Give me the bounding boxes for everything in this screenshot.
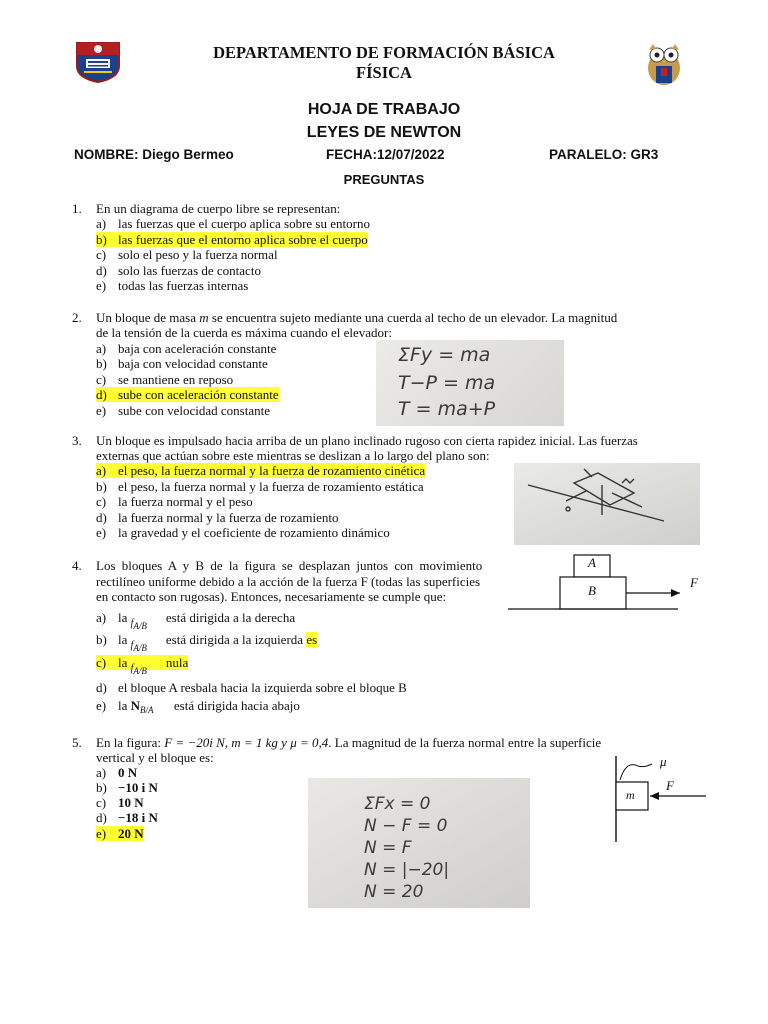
question-text-line2: de la tensión de la cuerda es máxima cuando el elevador: <box>96 325 392 340</box>
subject-title: FÍSICA <box>356 63 412 82</box>
force-label: F <box>666 778 674 793</box>
question-number: 1. <box>72 201 82 216</box>
handwriting-line: T−P = ma <box>398 372 496 394</box>
worksheet-title: HOJA DE TRABAJO <box>307 101 461 118</box>
option-c: c) la fuerza normal y el peso <box>96 494 253 509</box>
option-a: a) la fA/B está dirigida a la derecha <box>96 610 296 631</box>
handwriting-line: N = |−20| <box>364 860 450 880</box>
handwriting-line: ΣFy = ma <box>398 344 491 366</box>
option-b: b) −10 i N <box>96 780 158 795</box>
handwriting-line: ΣFx = 0 <box>364 794 431 814</box>
option-e: e) la gravedad y el coeficiente de rozamiento dinámico <box>96 525 390 540</box>
question-text: En la figura: F = −20i N, m = 1 kg y μ = 0,4. La magnitud de la fuerza normal entre la superficie <box>96 735 602 750</box>
option-e: e) la $N_{B/A}$ está dirigida hacia abajo <box>96 698 300 715</box>
inclined-plane-sketch-photo <box>514 463 700 545</box>
question-text-line2: vertical y el bloque es: <box>96 750 214 765</box>
option-c-answer: c) la fA/B nula <box>96 655 189 676</box>
mass-label: m <box>626 788 635 802</box>
block-b-label: B <box>588 583 596 598</box>
question-number: 5. <box>72 735 82 750</box>
option-d: d) −18 i N <box>96 810 158 825</box>
option-e: e) sube con velocidad constante <box>96 403 270 418</box>
handwriting-line: N = 20 <box>364 882 424 902</box>
handwritten-work-photo <box>376 340 564 426</box>
option-c: c) solo el peso y la fuerza normal <box>96 247 278 262</box>
worksheet-subtitle: LEYES DE NEWTON <box>306 124 462 141</box>
student-name: NOMBRE: Diego Bermeo <box>74 147 234 162</box>
option-c: c) 10 N <box>96 795 144 810</box>
option-a-answer: a) el peso, la fuerza normal y la fuerza de rozamiento cinética <box>96 463 426 478</box>
option-c: c) se mantiene en reposo <box>96 372 234 387</box>
handwriting-line: N = F <box>364 838 412 858</box>
option-b-answer: b) las fuerzas que el entorno aplica sobre el cuerpo <box>96 232 368 247</box>
option-e: e) todas las fuerzas internas <box>96 278 249 293</box>
group-label: PARALELO: GR3 <box>549 147 659 162</box>
wall-block-figure <box>608 752 718 846</box>
block-a-label: A <box>588 555 596 570</box>
section-title: PREGUNTAS <box>343 172 425 187</box>
handwritten-work-photo <box>308 778 530 908</box>
option-d: d) el bloque A resbala hacia la izquierda sobre el bloque B <box>96 680 407 695</box>
option-d: d) la fuerza normal y la fuerza de rozamiento <box>96 510 339 525</box>
department-title: DEPARTAMENTO DE FORMACIÓN BÁSICA <box>213 43 555 62</box>
question-text-line2: rectilíneo uniforme debido a la acción de la fuerza F (todas las superficies <box>96 574 481 589</box>
option-b: b) el peso, la fuerza normal y la fuerza de rozamiento estática <box>96 479 424 494</box>
question-text-line3: en contacto son rugosas). Entonces, necesariamente se cumple que: <box>96 589 447 604</box>
question-text: Los bloques A y B de la figura se desplazan juntos con movimiento <box>96 558 483 573</box>
question-text: Un bloque de masa m se encuentra sujeto mediante una cuerda al techo de un elevador. La magnitud <box>96 310 618 325</box>
question-text: En un diagrama de cuerpo libre se representan: <box>96 201 341 216</box>
option-d: d) solo las fuerzas de contacto <box>96 263 261 278</box>
option-a: a) las fuerzas que el cuerpo aplica sobre su entorno <box>96 216 370 231</box>
question-number: 3. <box>72 433 82 448</box>
question-number: 4. <box>72 558 82 573</box>
force-label: F <box>690 575 698 590</box>
question-text-line2: externas que actúan sobre este mientras se deslizan a lo largo del plano son: <box>96 448 490 463</box>
handwriting-line: T = ma+P <box>398 398 496 420</box>
handwriting-line: N − F = 0 <box>364 816 448 836</box>
option-e-answer: e) 20 N <box>96 826 144 841</box>
friction-coefficient-label: μ <box>660 754 667 769</box>
blocks-figure <box>508 553 708 615</box>
option-a: a) 0 N <box>96 765 138 780</box>
option-b: b) baja con velocidad constante <box>96 356 268 371</box>
worksheet-date: FECHA:12/07/2022 <box>326 147 445 162</box>
option-a: a) baja con aceleración constante <box>96 341 277 356</box>
option-d-answer: d) sube con aceleración constante <box>96 387 279 402</box>
question-text: Un bloque es impulsado hacia arriba de un plano inclinado rugoso con cierta rapidez inicial. Las fuerzas <box>96 433 638 448</box>
option-b: b) la fA/B está dirigida a la izquierda es <box>96 632 318 653</box>
question-number: 2. <box>72 310 82 325</box>
